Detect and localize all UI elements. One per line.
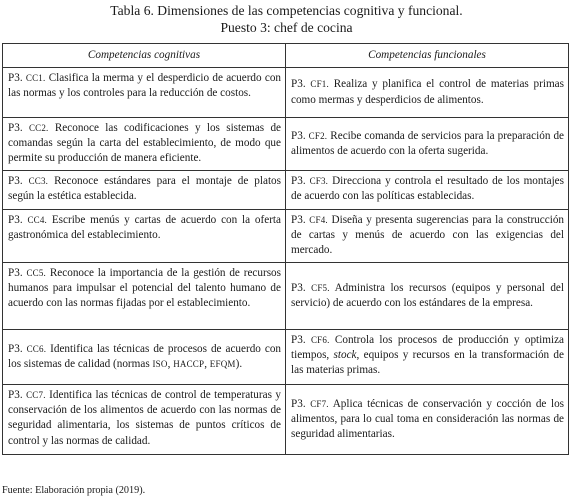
cognitive-cell: P3. CC7. Identifica las técnicas de control de temperaturas y conservación de los alimentos de acuerdo con las normas de seguridad alimentaria, los sistemas de puntos críticos de control y las normas de calidad.: [3, 385, 286, 455]
functional-cell: P3. CF3. Direcciona y controla el resultado de los montajes de acuerdo con las políticas establecidas.: [286, 171, 569, 210]
functional-cell: P3. CF4. Diseña y presenta sugerencias para la construcción de cartas y menús de acuerdo con las exigencias del mercado.: [286, 210, 569, 263]
cognitive-cell: P3. CC3. Reconoce estándares para el montaje de platos según la estética establecida.: [3, 171, 286, 210]
title-line-2: Puesto 3: chef de cocina: [220, 19, 353, 35]
table-row: [3, 118, 569, 171]
header-cognitive: Competencias cognitivas: [3, 44, 286, 68]
table-row: [3, 68, 569, 118]
header-functional: Competencias funcionales: [286, 44, 569, 68]
source-note: Fuente: Elaboración propia (2019).: [2, 485, 146, 496]
table-row: [3, 263, 569, 330]
functional-cell: P3. CF7. Aplica técnicas de conservación y cocción de los alimentos, para lo cual toma en consideración las normas de seguridad alimentarias.: [286, 385, 569, 455]
table-row: [3, 171, 569, 210]
cognitive-cell: P3. CC5. Reconoce la importancia de la gestión de recursos humanos para impulsar el potencial del talento humano de acuerdo con las normas fijadas por el establecimiento.: [3, 263, 286, 330]
table-title: [0, 0, 573, 36]
table-row: [3, 385, 569, 455]
cognitive-cell: P3. CC2. Reconoce las codificaciones y los sistemas de comandas según la carta del establecimiento, de modo que permite su producción de manera eficiente.: [3, 118, 286, 171]
title-line-1: Tabla 6. Dimensiones de las competencias cognitiva y funcional.: [110, 3, 463, 18]
header-row: [3, 44, 569, 68]
functional-cell: P3. CF2. Recibe comanda de servicios para la preparación de alimentos de acuerdo con la oferta sugerida.: [286, 118, 569, 171]
functional-cell: P3. CF6. Controla los procesos de producción y optimiza tiempos, stock, equipos y recursos en la transformación de las materias primas.: [286, 330, 569, 385]
competencies-table: [2, 43, 569, 455]
cognitive-cell: P3. CC1. Clasifica la merma y el desperdicio de acuerdo con las normas y los controles para la reducción de costos.: [3, 68, 286, 118]
functional-cell: P3. CF1. Realiza y planifica el control de materias primas como mermas y desperdicios de alimentos.: [286, 68, 569, 118]
table-row: [3, 210, 569, 263]
cognitive-cell: P3. CC6. Identifica las técnicas de procesos de acuerdo con los sistemas de calidad (normas ISO, HACCP, EFQM).: [3, 330, 286, 385]
cognitive-cell: P3. CC4. Escribe menús y cartas de acuerdo con la oferta gastronómica del establecimiento.: [3, 210, 286, 263]
table-row: [3, 330, 569, 385]
functional-cell: P3. CF5. Administra los recursos (equipos y personal del servicio) de acuerdo con los estándares de la empresa.: [286, 263, 569, 330]
